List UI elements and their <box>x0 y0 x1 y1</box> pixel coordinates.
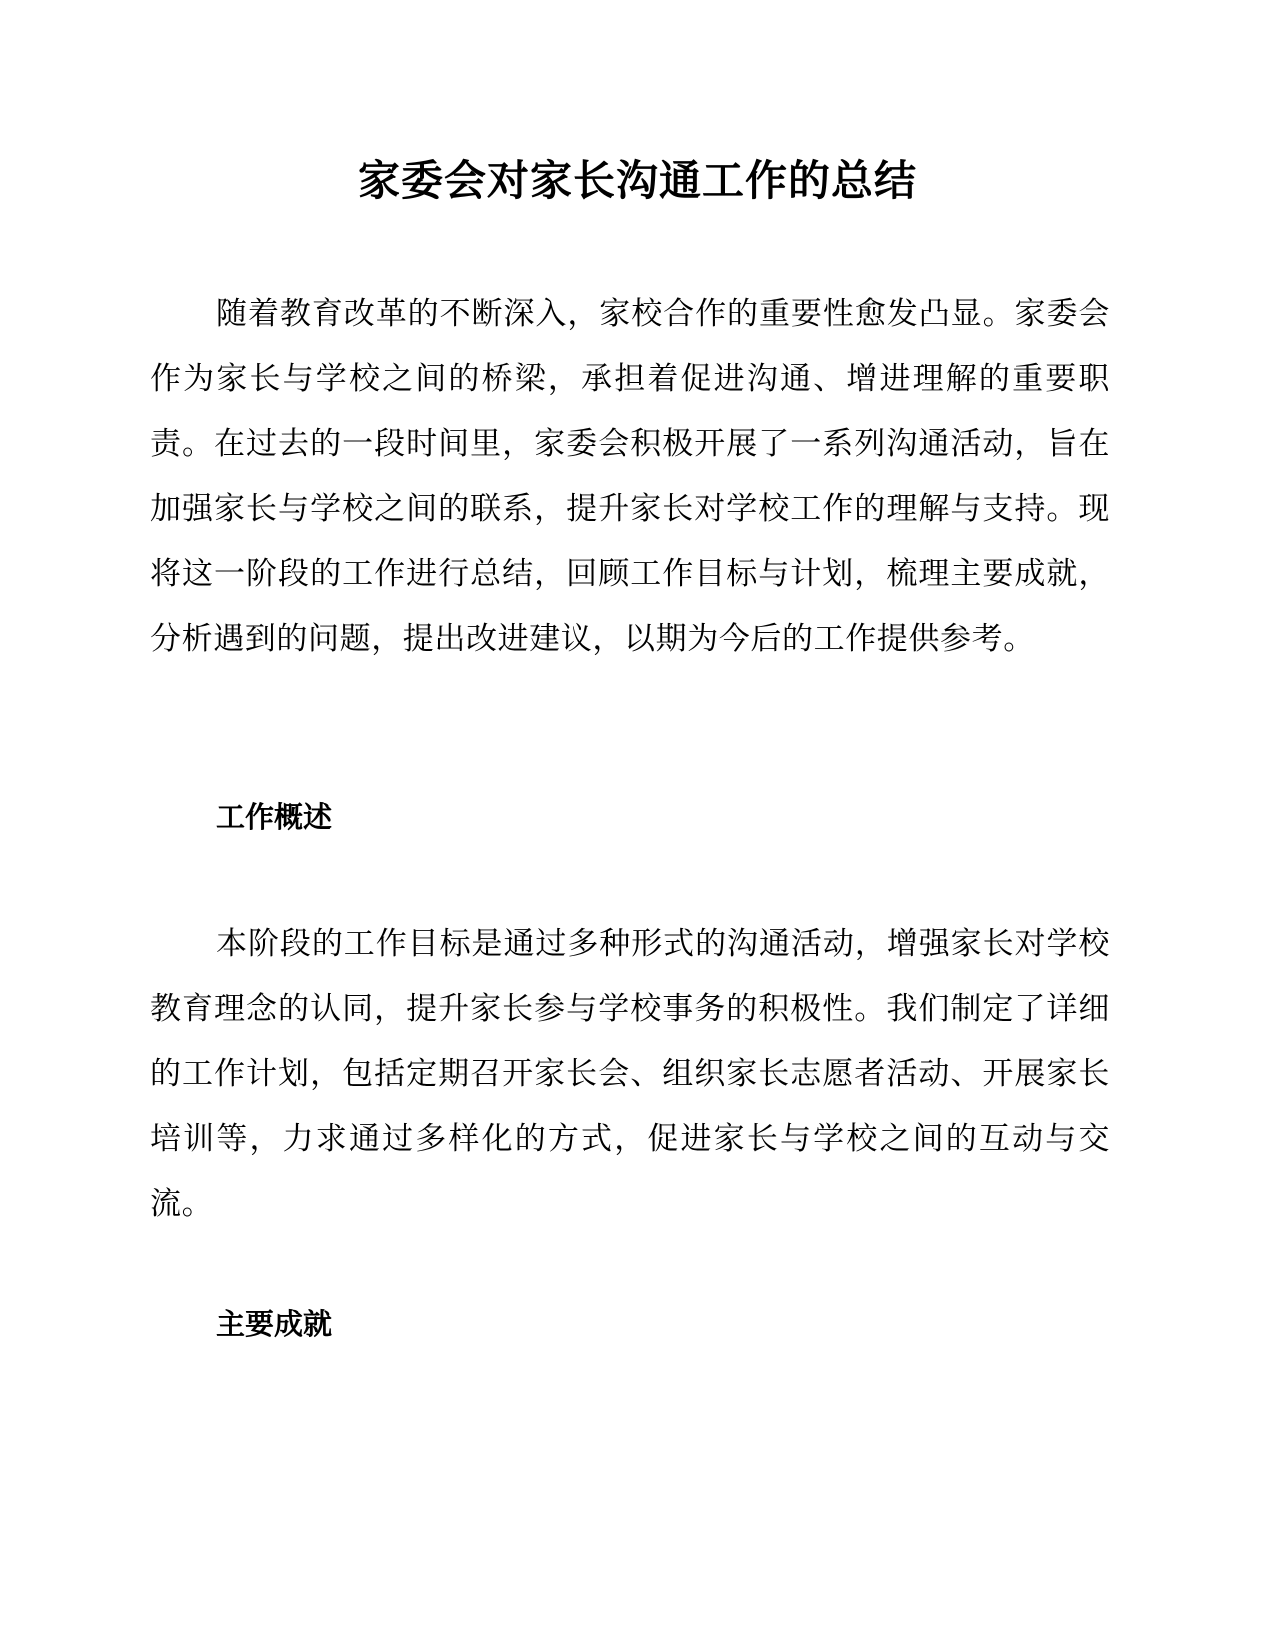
document-title: 家委会对家长沟通工作的总结 <box>357 156 917 205</box>
intro-paragraph: 随着教育改革的不断深入，家校合作的重要性愈发凸显。家委会作为家长与学校之间的桥梁，承担着促进沟通、增进理解的重要职责。在过去的一段时间里，家委会积极开展了一系列沟通活动，旨在加强家长与学校之间的联系，提升家长对学校工作的理解与支持。现将这一阶段的工作进行总结，回顾工作目标与计划，梳理主要成就，分析遇到的问题，提出改进建议，以期为今后的工作提供参考。 <box>150 296 1110 657</box>
overview-paragraph: 本阶段的工作目标是通过多种形式的沟通活动，增强家长对学校教育理念的认同，提升家长参与学校事务的积极性。我们制定了详细的工作计划，包括定期召开家长会、组织家长志愿者活动、开展家长培训等，力求通过多样化的方式，促进家长与学校之间的互动与交流。 <box>150 926 1110 1222</box>
section-heading-achievements: 主要成就 <box>216 1307 333 1341</box>
section-heading-overview: 工作概述 <box>216 800 333 834</box>
